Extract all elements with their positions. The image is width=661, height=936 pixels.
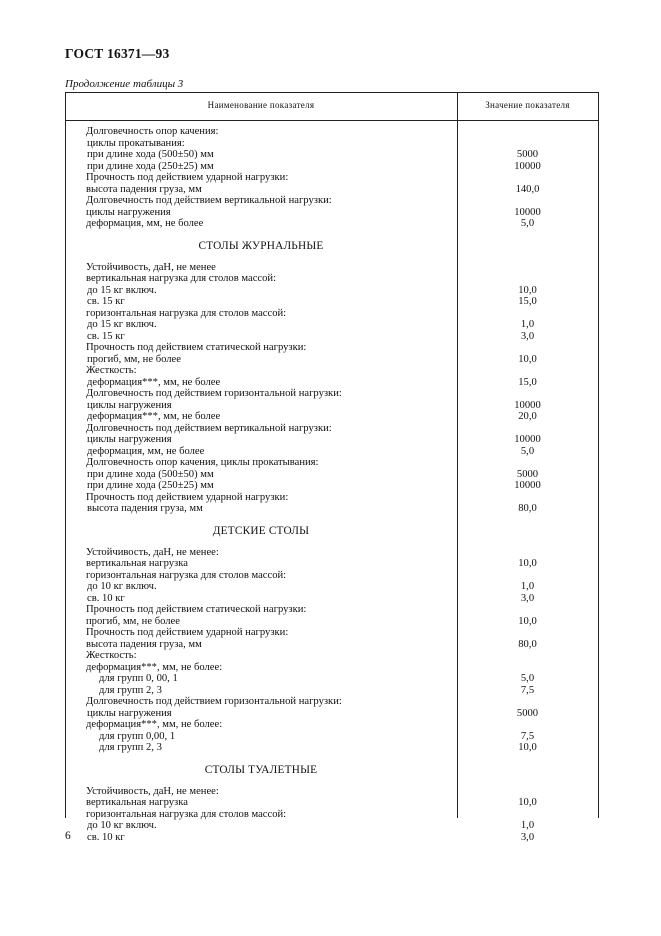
indicator-value: 5,0 — [520, 673, 535, 684]
page-number: 6 — [65, 830, 71, 842]
table-row — [65, 411, 598, 423]
indicator-value: 10000 — [514, 480, 541, 491]
table-row — [65, 742, 598, 754]
table-row — [65, 273, 598, 285]
indicator-name: циклы нагружения — [86, 206, 171, 218]
indicator-value: 80,0 — [518, 638, 537, 650]
indicator-name: для групп 0, 00, 1 — [99, 673, 178, 684]
indicator-name: циклы нагружения — [87, 434, 172, 445]
table-row — [65, 662, 598, 674]
table-border-top — [65, 92, 598, 93]
table-row — [65, 319, 598, 331]
indicator-name: св. 10 кг — [87, 592, 125, 604]
table-row — [65, 308, 598, 320]
table-body — [65, 126, 598, 843]
indicator-name: до 10 кг включ. — [87, 581, 157, 592]
indicator-value: 10,0 — [518, 353, 537, 365]
table-row — [65, 673, 598, 685]
indicator-value: 5,0 — [520, 445, 535, 457]
indicator-value: 10,0 — [518, 284, 537, 296]
indicator-name: Прочность под действием статической нагрузки: — [86, 342, 307, 353]
indicator-name: деформация***, мм, не более: — [86, 719, 223, 730]
indicator-name: св. 10 кг — [87, 831, 125, 843]
table-row — [65, 149, 598, 161]
table-row — [65, 331, 598, 343]
indicator-name: вертикальная нагрузка для столов массой: — [86, 273, 277, 284]
column-header-name: Наименование показателя — [207, 100, 315, 110]
indicator-name: вертикальная нагрузка — [86, 797, 188, 808]
indicator-name: деформация***, мм, не более: — [86, 661, 223, 673]
indicator-name: циклы нагружения — [87, 399, 172, 411]
table-row — [65, 377, 598, 389]
table-row — [65, 400, 598, 412]
indicator-name: при длине хода (500±50) мм — [87, 468, 214, 480]
indicator-name: Прочность под действием ударной нагрузки: — [86, 172, 289, 183]
indicator-value: 15,0 — [518, 296, 537, 307]
table-row — [65, 685, 598, 697]
table-row — [65, 457, 598, 469]
indicator-name: Устойчивость, даН, не менее: — [86, 546, 219, 558]
indicator-name: при длине хода (500±50) мм — [87, 149, 214, 160]
section-title: ДЕТСКИЕ СТОЛЫ — [212, 524, 310, 537]
indicator-value: 10000 — [514, 160, 541, 172]
section-title: СТОЛЫ ЖУРНАЛЬНЫЕ — [198, 239, 324, 252]
table-row — [65, 434, 598, 446]
indicator-value: 10,0 — [518, 558, 537, 569]
indicator-value: 1,0 — [520, 581, 535, 592]
indicator-name: высота падения груза, мм — [86, 638, 202, 650]
indicator-value: 3,0 — [520, 831, 535, 843]
indicator-name: Долговечность под действием горизонтальной нагрузки: — [86, 388, 342, 399]
standards-table — [65, 92, 598, 843]
indicator-name: для групп 0,00, 1 — [99, 730, 176, 742]
section-heading — [65, 515, 598, 547]
table-row — [65, 138, 598, 150]
indicator-name: для групп 2, 3 — [99, 684, 162, 696]
table-row — [65, 492, 598, 504]
table-row — [65, 503, 598, 515]
table-row — [65, 786, 598, 798]
indicator-name: вертикальная нагрузка — [86, 558, 188, 569]
indicator-name: горизонтальная нагрузка для столов массой: — [86, 808, 287, 820]
indicator-name: циклы прокатывания: — [87, 137, 185, 149]
indicator-value: 10,0 — [518, 615, 537, 627]
table-row — [65, 262, 598, 274]
table-row — [65, 809, 598, 821]
indicator-name: Долговечность опор качения: — [86, 126, 219, 137]
indicator-value: 140,0 — [515, 183, 540, 195]
table-row — [65, 616, 598, 628]
indicator-value: 5,0 — [520, 218, 535, 229]
indicator-value: 20,0 — [518, 411, 537, 422]
table-row — [65, 593, 598, 605]
table-row — [65, 218, 598, 230]
indicator-name: горизонтальная нагрузка для столов массой: — [86, 307, 287, 319]
indicator-name: Долговечность под действием горизонтальной нагрузки: — [86, 696, 342, 707]
table-row — [65, 354, 598, 366]
indicator-name: горизонтальная нагрузка для столов массой: — [86, 569, 287, 581]
table-row — [65, 650, 598, 662]
indicator-name: Долговечность под действием вертикальной нагрузки: — [86, 195, 332, 206]
indicator-value: 80,0 — [518, 503, 537, 514]
indicator-value: 1,0 — [520, 319, 535, 330]
indicator-name: Долговечность под действием вертикальной нагрузки: — [86, 422, 332, 434]
indicator-value: 5000 — [516, 149, 539, 160]
indicator-value: 3,0 — [520, 592, 535, 604]
table-row — [65, 342, 598, 354]
table-row — [65, 604, 598, 616]
table-row — [65, 285, 598, 297]
table-row — [65, 195, 598, 207]
indicator-name: до 15 кг включ. — [87, 319, 157, 330]
indicator-value: 3,0 — [520, 330, 535, 342]
table-row — [65, 547, 598, 559]
table-border-right — [598, 92, 599, 818]
indicator-name: прогиб, мм, не более — [86, 615, 180, 627]
column-header-value: Значение показателя — [485, 100, 570, 110]
indicator-name: св. 15 кг — [87, 296, 125, 307]
table-row — [65, 797, 598, 809]
indicator-value: 5000 — [516, 707, 539, 719]
indicator-name: Долговечность опор качения, циклы прокатывания: — [86, 457, 319, 468]
section-title: СТОЛЫ ТУАЛЕТНЫЕ — [204, 763, 318, 776]
indicator-name: Прочность под действием ударной нагрузки: — [86, 491, 289, 503]
indicator-name: деформация, мм, не более — [87, 445, 205, 457]
table-row — [65, 172, 598, 184]
indicator-name: деформация***, мм, не более — [87, 376, 221, 388]
indicator-value: 10000 — [514, 206, 541, 218]
table-row — [65, 570, 598, 582]
table-row — [65, 639, 598, 651]
table-row — [65, 731, 598, 743]
table-row — [65, 820, 598, 832]
indicator-value: 10000 — [514, 434, 541, 445]
table-row — [65, 365, 598, 377]
indicator-name: деформация, мм, не более — [86, 218, 204, 229]
indicator-name: прогиб, мм, не более — [87, 353, 181, 365]
table-continuation-caption: Продолжение таблицы 3 — [65, 78, 184, 90]
indicator-name: для групп 2, 3 — [99, 742, 162, 753]
indicator-name: св. 15 кг — [87, 330, 125, 342]
table-row — [65, 446, 598, 458]
indicator-name: Жесткость: — [86, 650, 137, 661]
table-row — [65, 558, 598, 570]
indicator-value: 15,0 — [518, 376, 537, 388]
indicator-value: 10,0 — [518, 797, 537, 808]
section-heading — [65, 230, 598, 262]
table-row — [65, 480, 598, 492]
indicator-value: 1,0 — [520, 820, 535, 831]
indicator-name: высота падения груза, мм — [87, 503, 203, 514]
indicator-value: 10000 — [514, 399, 541, 411]
indicator-name: Прочность под действием ударной нагрузки: — [86, 627, 289, 638]
indicator-name: при длине хода (250±25) мм — [87, 160, 214, 172]
table-row — [65, 696, 598, 708]
table-header-divider — [65, 120, 598, 121]
table-row — [65, 469, 598, 481]
indicator-value: 10,0 — [518, 742, 537, 753]
indicator-value: 7,5 — [520, 684, 535, 696]
table-row — [65, 708, 598, 720]
table-row — [65, 627, 598, 639]
indicator-name: до 15 кг включ. — [87, 284, 157, 296]
indicator-name: Устойчивость, даН, не менее — [86, 261, 216, 273]
indicator-name: Жесткость: — [86, 365, 137, 376]
document-code: ГОСТ 16371—93 — [65, 46, 170, 61]
indicator-name: при длине хода (250±25) мм — [87, 480, 214, 491]
indicator-name: циклы нагружения — [87, 707, 172, 719]
section-heading — [65, 754, 598, 786]
table-row — [65, 388, 598, 400]
indicator-name: Прочность под действием статической нагрузки: — [86, 604, 307, 615]
table-row — [65, 423, 598, 435]
indicator-value: 7,5 — [520, 730, 535, 742]
table-row — [65, 126, 598, 138]
table-row — [65, 184, 598, 196]
table-row — [65, 296, 598, 308]
table-row — [65, 581, 598, 593]
indicator-value: 5000 — [516, 468, 539, 480]
indicator-name: Устойчивость, даН, не менее: — [86, 785, 219, 797]
table-row — [65, 207, 598, 219]
table-row — [65, 161, 598, 173]
table-row — [65, 832, 598, 844]
indicator-name: деформация***, мм, не более — [87, 411, 221, 422]
table-row — [65, 719, 598, 731]
indicator-name: до 10 кг включ. — [87, 820, 157, 831]
indicator-name: высота падения груза, мм — [86, 183, 202, 195]
